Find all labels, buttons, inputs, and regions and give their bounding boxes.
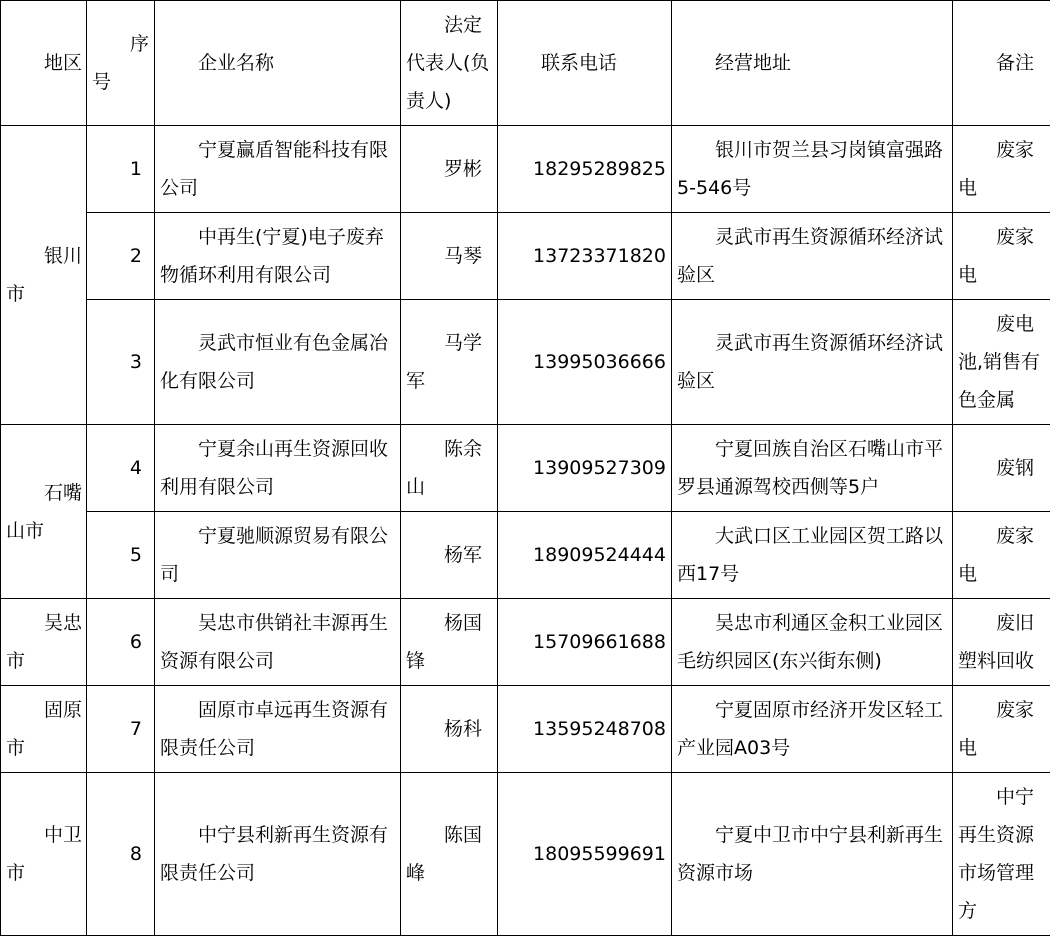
address-cell: 宁夏回族自治区石嘴山市平罗县通源驾校西侧等5户 [672, 425, 953, 512]
address-cell: 银川市贺兰县习岗镇富强路5-546号 [672, 126, 953, 213]
header-company: 企业名称 [155, 1, 401, 126]
legal-rep-cell: 陈国峰 [401, 773, 498, 936]
address-cell: 灵武市再生资源循环经济试验区 [672, 300, 953, 425]
header-remark: 备注 [953, 1, 1050, 126]
phone-cell: 18095599691 [498, 773, 672, 936]
table-row [1, 599, 1050, 686]
address-cell: 大武口区工业园区贺工路以西17号 [672, 512, 953, 599]
header-address: 经营地址 [672, 1, 953, 126]
legal-rep-cell: 杨国锋 [401, 599, 498, 686]
legal-rep-cell: 杨军 [401, 512, 498, 599]
table-row [1, 425, 1050, 512]
phone-cell: 13595248708 [498, 686, 672, 773]
address-cell: 灵武市再生资源循环经济试验区 [672, 213, 953, 300]
remark-cell: 废钢 [953, 425, 1050, 512]
seq-cell: 5 [87, 512, 155, 599]
table-row [1, 686, 1050, 773]
header-seq: 序号 [87, 1, 155, 126]
company-cell: 宁夏余山再生资源回收利用有限公司 [155, 425, 401, 512]
header-phone: 联系电话 [498, 1, 672, 126]
phone-cell: 18295289825 [498, 126, 672, 213]
address-cell: 宁夏固原市经济开发区轻工产业园A03号 [672, 686, 953, 773]
seq-cell: 2 [87, 213, 155, 300]
company-cell: 中宁县利新再生资源有限责任公司 [155, 773, 401, 936]
table-row [1, 512, 1050, 599]
remark-cell: 废家电 [953, 126, 1050, 213]
phone-cell: 13909527309 [498, 425, 672, 512]
header-row [1, 1, 1050, 126]
table-row [1, 126, 1050, 213]
legal-rep-cell: 罗彬 [401, 126, 498, 213]
phone-cell: 13723371820 [498, 213, 672, 300]
remark-cell: 废电池,销售有色金属 [953, 300, 1050, 425]
region-cell: 吴忠市 [1, 599, 87, 686]
table-row [1, 300, 1050, 425]
seq-cell: 6 [87, 599, 155, 686]
phone-cell: 18909524444 [498, 512, 672, 599]
company-cell: 固原市卓远再生资源有限责任公司 [155, 686, 401, 773]
seq-cell: 1 [87, 126, 155, 213]
legal-rep-cell: 马学军 [401, 300, 498, 425]
company-cell: 宁夏驰顺源贸易有限公司 [155, 512, 401, 599]
remark-cell: 废家电 [953, 686, 1050, 773]
phone-cell: 13995036666 [498, 300, 672, 425]
region-cell: 石嘴山市 [1, 425, 87, 599]
remark-cell: 废旧塑料回收 [953, 599, 1050, 686]
company-cell: 灵武市恒业有色金属冶化有限公司 [155, 300, 401, 425]
region-cell: 中卫市 [1, 773, 87, 936]
phone-cell: 15709661688 [498, 599, 672, 686]
table-row [1, 213, 1050, 300]
remark-cell: 废家电 [953, 213, 1050, 300]
region-cell: 银川市 [1, 126, 87, 425]
company-cell: 中再生(宁夏)电子废弃物循环利用有限公司 [155, 213, 401, 300]
company-cell: 宁夏赢盾智能科技有限公司 [155, 126, 401, 213]
seq-cell: 8 [87, 773, 155, 936]
address-cell: 宁夏中卫市中宁县利新再生资源市场 [672, 773, 953, 936]
legal-rep-cell: 陈余山 [401, 425, 498, 512]
seq-cell: 7 [87, 686, 155, 773]
address-cell: 吴忠市利通区金积工业园区毛纺织园区(东兴街东侧) [672, 599, 953, 686]
legal-rep-cell: 马琴 [401, 213, 498, 300]
remark-cell: 中宁再生资源市场管理方 [953, 773, 1050, 936]
header-region: 地区 [1, 1, 87, 126]
region-cell: 固原市 [1, 686, 87, 773]
table-row [1, 773, 1050, 936]
remark-cell: 废家电 [953, 512, 1050, 599]
company-cell: 吴忠市供销社丰源再生资源有限公司 [155, 599, 401, 686]
seq-cell: 3 [87, 300, 155, 425]
header-legal-rep: 法定代表人(负责人) [401, 1, 498, 126]
legal-rep-cell: 杨科 [401, 686, 498, 773]
seq-cell: 4 [87, 425, 155, 512]
